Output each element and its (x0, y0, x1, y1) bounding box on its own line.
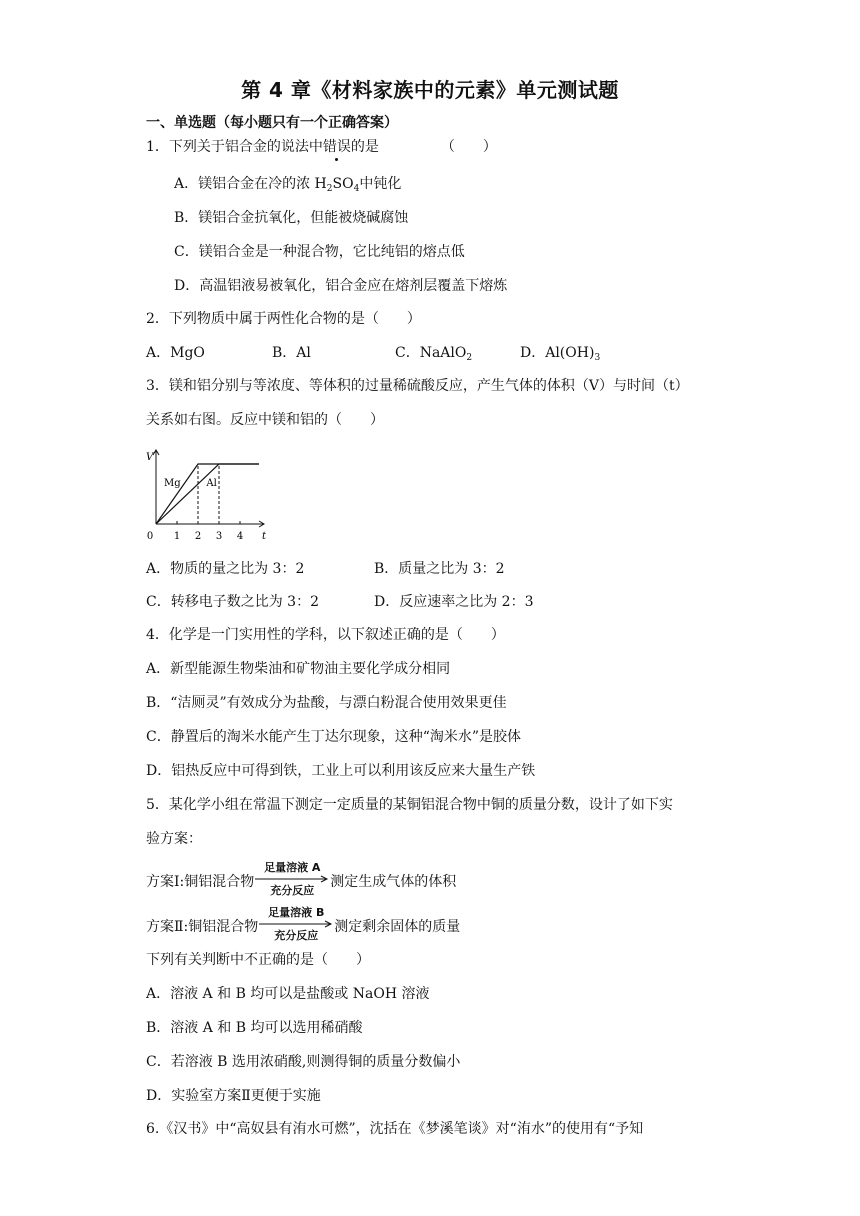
question-3-option-d: D．反应速率之比为 2：3 (374, 594, 534, 610)
x-tick-label: 4 (236, 531, 244, 542)
x-axis-label: t (262, 531, 267, 542)
question-5-stem-line2: 验方案： (146, 831, 202, 847)
section-heading: 一、单选题（每小题只有一个正确答案） (146, 115, 398, 131)
question-1-option-c: C．镁铝合金是一种混合物，它比纯铝的熔点低 (174, 244, 465, 260)
x-tick-label: 3 (215, 531, 223, 542)
question-1-option-b: B．镁铝合金抗氧化，但能被烧碱腐蚀 (174, 210, 409, 226)
series-line-al (156, 464, 259, 524)
page-title: 第 4 章《材料家族中的元素》单元测试题 (241, 78, 619, 102)
series-label-al: Al (206, 478, 217, 489)
question-2-option-c: C．NaAlO$_2$ (395, 345, 473, 363)
x-tick-label: 0 (146, 531, 154, 542)
question-2-option-d: D．$Al(OH)_3$ (520, 345, 601, 363)
question-3-stem-line1: 3．镁和铝分别与等浓度、等体积的过量稀硫酸反应，产生气体的体积（V）与时间（t） (146, 378, 689, 394)
series-line-mg (156, 464, 259, 524)
question-5-plan-1: 方案Ⅰ:铜铝混合物 足量溶液 A 充分反应 测定生成气体的体积 (146, 861, 457, 897)
question-2-stem: 2．下列物质中属于两性化合物的是（ ） (146, 311, 421, 327)
question-4-option-b: B．“洁厕灵”有效成分为盐酸，与漂白粉混合使用效果更佳 (146, 695, 507, 711)
question-3-option-a: A．物质的量之比为 3：2 (146, 561, 305, 577)
question-5-stem: 下列有关判断中不正确的是（ ） (146, 952, 370, 968)
question-4-option-a: A．新型能源生物柴油和矿物油主要化学成分相同 (146, 661, 451, 677)
question-2-option-b: B．Al (272, 345, 311, 361)
emphasis-mark: 错误 (322, 139, 351, 155)
x-tick-label: 1 (173, 531, 181, 542)
question-1-option-a: A．镁铝合金在冷的浓 $H_2SO_4$中钝化 (174, 176, 402, 194)
reaction-arrow-a: 足量溶液 A 充分反应 (255, 873, 329, 891)
question-2-option-a: A．MgO (146, 345, 205, 361)
series-label-mg: Mg (164, 478, 181, 489)
question-1-option-d: D．高温铝液易被氧化，铝合金应在熔剂层覆盖下熔炼 (174, 278, 508, 294)
question-5-option-a: A．溶液 A 和 B 均可以是盐酸或 NaOH 溶液 (146, 986, 430, 1002)
question-1-stem: 1．下列关于铝合金的说法中错误的是 （ ） (146, 139, 497, 155)
question-4-option-d: D．铝热反应中可得到铁，工业上可以利用该反应来大量生产铁 (146, 763, 536, 779)
question-5-plan-2: 方案Ⅱ:铜铝混合物 足量溶液 B 充分反应 测定剩余固体的质量 (146, 906, 461, 942)
x-tick-label: 2 (194, 531, 202, 542)
question-3-option-b: B．质量之比为 3：2 (374, 561, 505, 577)
question-5-option-b: B．溶液 A 和 B 均可以选用稀硝酸 (146, 1020, 363, 1036)
question-5-option-c: C．若溶液 B 选用浓硝酸,则测得铜的质量分数偏小 (146, 1054, 461, 1070)
question-3-option-c: C．转移电子数之比为 3：2 (146, 594, 319, 610)
question-5-option-d: D．实验室方案Ⅱ更便于实施 (146, 1088, 321, 1104)
question-4-option-c: C．静置后的淘米水能产生丁达尔现象，这种“淘米水”是胶体 (146, 729, 522, 745)
reaction-arrow-b: 足量溶液 B 充分反应 (259, 918, 333, 936)
question-6-stem-line1: 6.《汉书》中“高奴县有洧水可燃”，沈括在《梦溪笔谈》对“洧水”的使用有“予知 (146, 1121, 644, 1137)
question-5-stem-line1: 5．某化学小组在常温下测定一定质量的某铜铝混合物中铜的质量分数，设计了如下实 (146, 797, 673, 813)
question-3-stem-line2: 关系如右图。反应中镁和铝的（ ） (146, 412, 384, 428)
y-axis-label: V (146, 452, 154, 463)
volume-time-chart (146, 446, 268, 548)
question-4-stem: 4．化学是一门实用性的学科，以下叙述正确的是（ ） (146, 627, 505, 643)
